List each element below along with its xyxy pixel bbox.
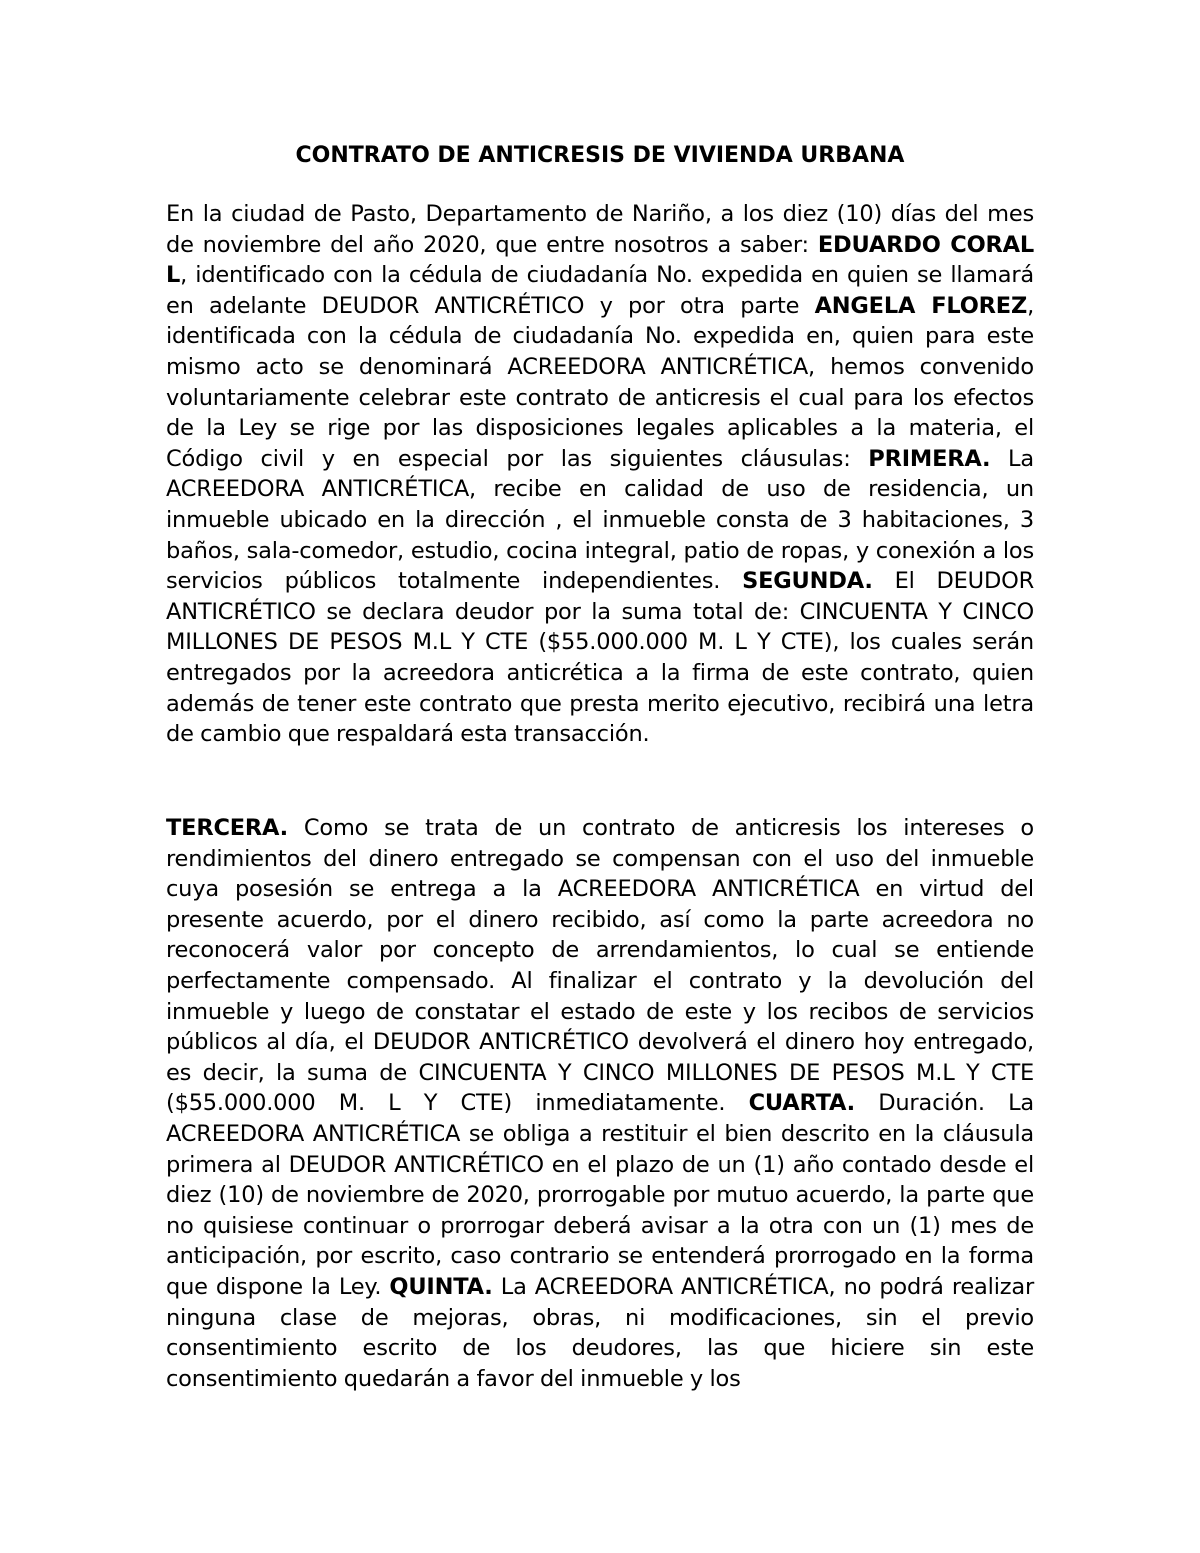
- clause-cuarta-text: Duración. La ACREEDORA ANTICRÉTICA se obliga a restituir el bien descrito en la cláusula primera al DEUDOR ANTICRÉTICO en el plazo de un (1) año contado desde el diez (10) de noviembre de 2020, prorrogable por mutuo acuerdo, la parte que no quisiese continuar o prorrogar deberá avisar a la otra con un (1) mes de anticipación, por escrito, caso contrario se entenderá prorrogado en la forma que dispone la Ley.: [166, 1090, 1035, 1300]
- paragraph-1-text: , identificada con la cédula de ciudadanía No. expedida en, quien para este mismo acto se denominará ACREEDORA ANTICRÉTICA, hemos convenido voluntariamente celebrar este contrato de anticresis el cual para los efectos de la Ley se rige por las disposiciones legales aplicables a la materia, el Código civil y en especial por las siguientes cláusulas:: [166, 292, 1035, 472]
- clause-heading-segunda: SEGUNDA.: [742, 568, 873, 595]
- paragraph-1-text: , identificado con la cédula de ciudadanía No. expedida en quien se llamará en adelante DEUDOR ANTICRÉTICO y por otra parte: [166, 262, 1034, 319]
- clause-segunda-text: El DEUDOR ANTICRÉTICO se declara deudor por la suma total de: CINCUENTA Y CINCO MILLONES DE PESOS M.L Y CTE ($55.000.000 M. L Y CTE), los cuales serán entregados por la acreedora anticrética a la firma de este contrato, quien además de tener este contrato que presta merito ejecutivo, recibirá una letra de cambio que respaldará esta transacción.: [166, 568, 1035, 748]
- clause-heading-quinta: QUINTA.: [389, 1273, 493, 1300]
- clause-tercera-text: Como se trata de un contrato de anticresis los intereses o rendimientos del dinero entregado se compensan con el uso del inmueble cuya posesión se entrega a la ACREEDORA ANTICRÉTICA en virtud del presente acuerdo, por el dinero recibido, así como la parte acreedora no reconocerá valor por concepto de arrendamientos, lo cual se entiende perfectamente compensado. Al finalizar el contrato y la devolución del inmueble y luego de constatar el estado de este y los recibos de servicios públicos al día, el DEUDOR ANTICRÉTICO devolverá el dinero hoy entregado, es decir, la suma de CINCUENTA Y CINCO MILLONES DE PESOS M.L Y CTE ($55.000.000 M. L Y CTE) inmediatamente.: [166, 815, 1034, 1117]
- clause-primera-text: La ACREEDORA ANTICRÉTICA, recibe en calidad de uso de residencia, un inmueble ubicado en la dirección , el inmueble consta de 3 habitaciones, 3 baños, sala-comedor, estudio, cocina integral, patio de ropas, y conexión a los servicios públicos totalmente independientes.: [166, 445, 1034, 595]
- party-name-acreedora: ANGELA FLOREZ: [814, 292, 1028, 319]
- clause-heading-primera: PRIMERA.: [868, 445, 991, 472]
- paragraph-2: [166, 813, 1034, 1394]
- clause-heading-tercera: TERCERA.: [166, 815, 289, 841]
- document-title: CONTRATO DE ANTICRESIS DE VIVIENDA URBANA: [295, 143, 905, 168]
- party-name-deudor: EDUARDO CORAL L: [166, 231, 1034, 289]
- paragraph-1: [166, 199, 1034, 750]
- paragraph-1-text: En la ciudad de Pasto, Departamento de Nariño, a los diez (10) días del mes de noviembre del año 2020, que entre nosotros a saber:: [166, 201, 1034, 258]
- clause-quinta-text: La ACREEDORA ANTICRÉTICA, no podrá realizar ninguna clase de mejoras, obras, ni modificaciones, sin el previo consentimiento escrito de los deudores, las que hiciere sin este consentimiento quedarán a favor del inmueble y los: [166, 1273, 1034, 1392]
- clause-heading-cuarta: CUARTA.: [748, 1090, 856, 1117]
